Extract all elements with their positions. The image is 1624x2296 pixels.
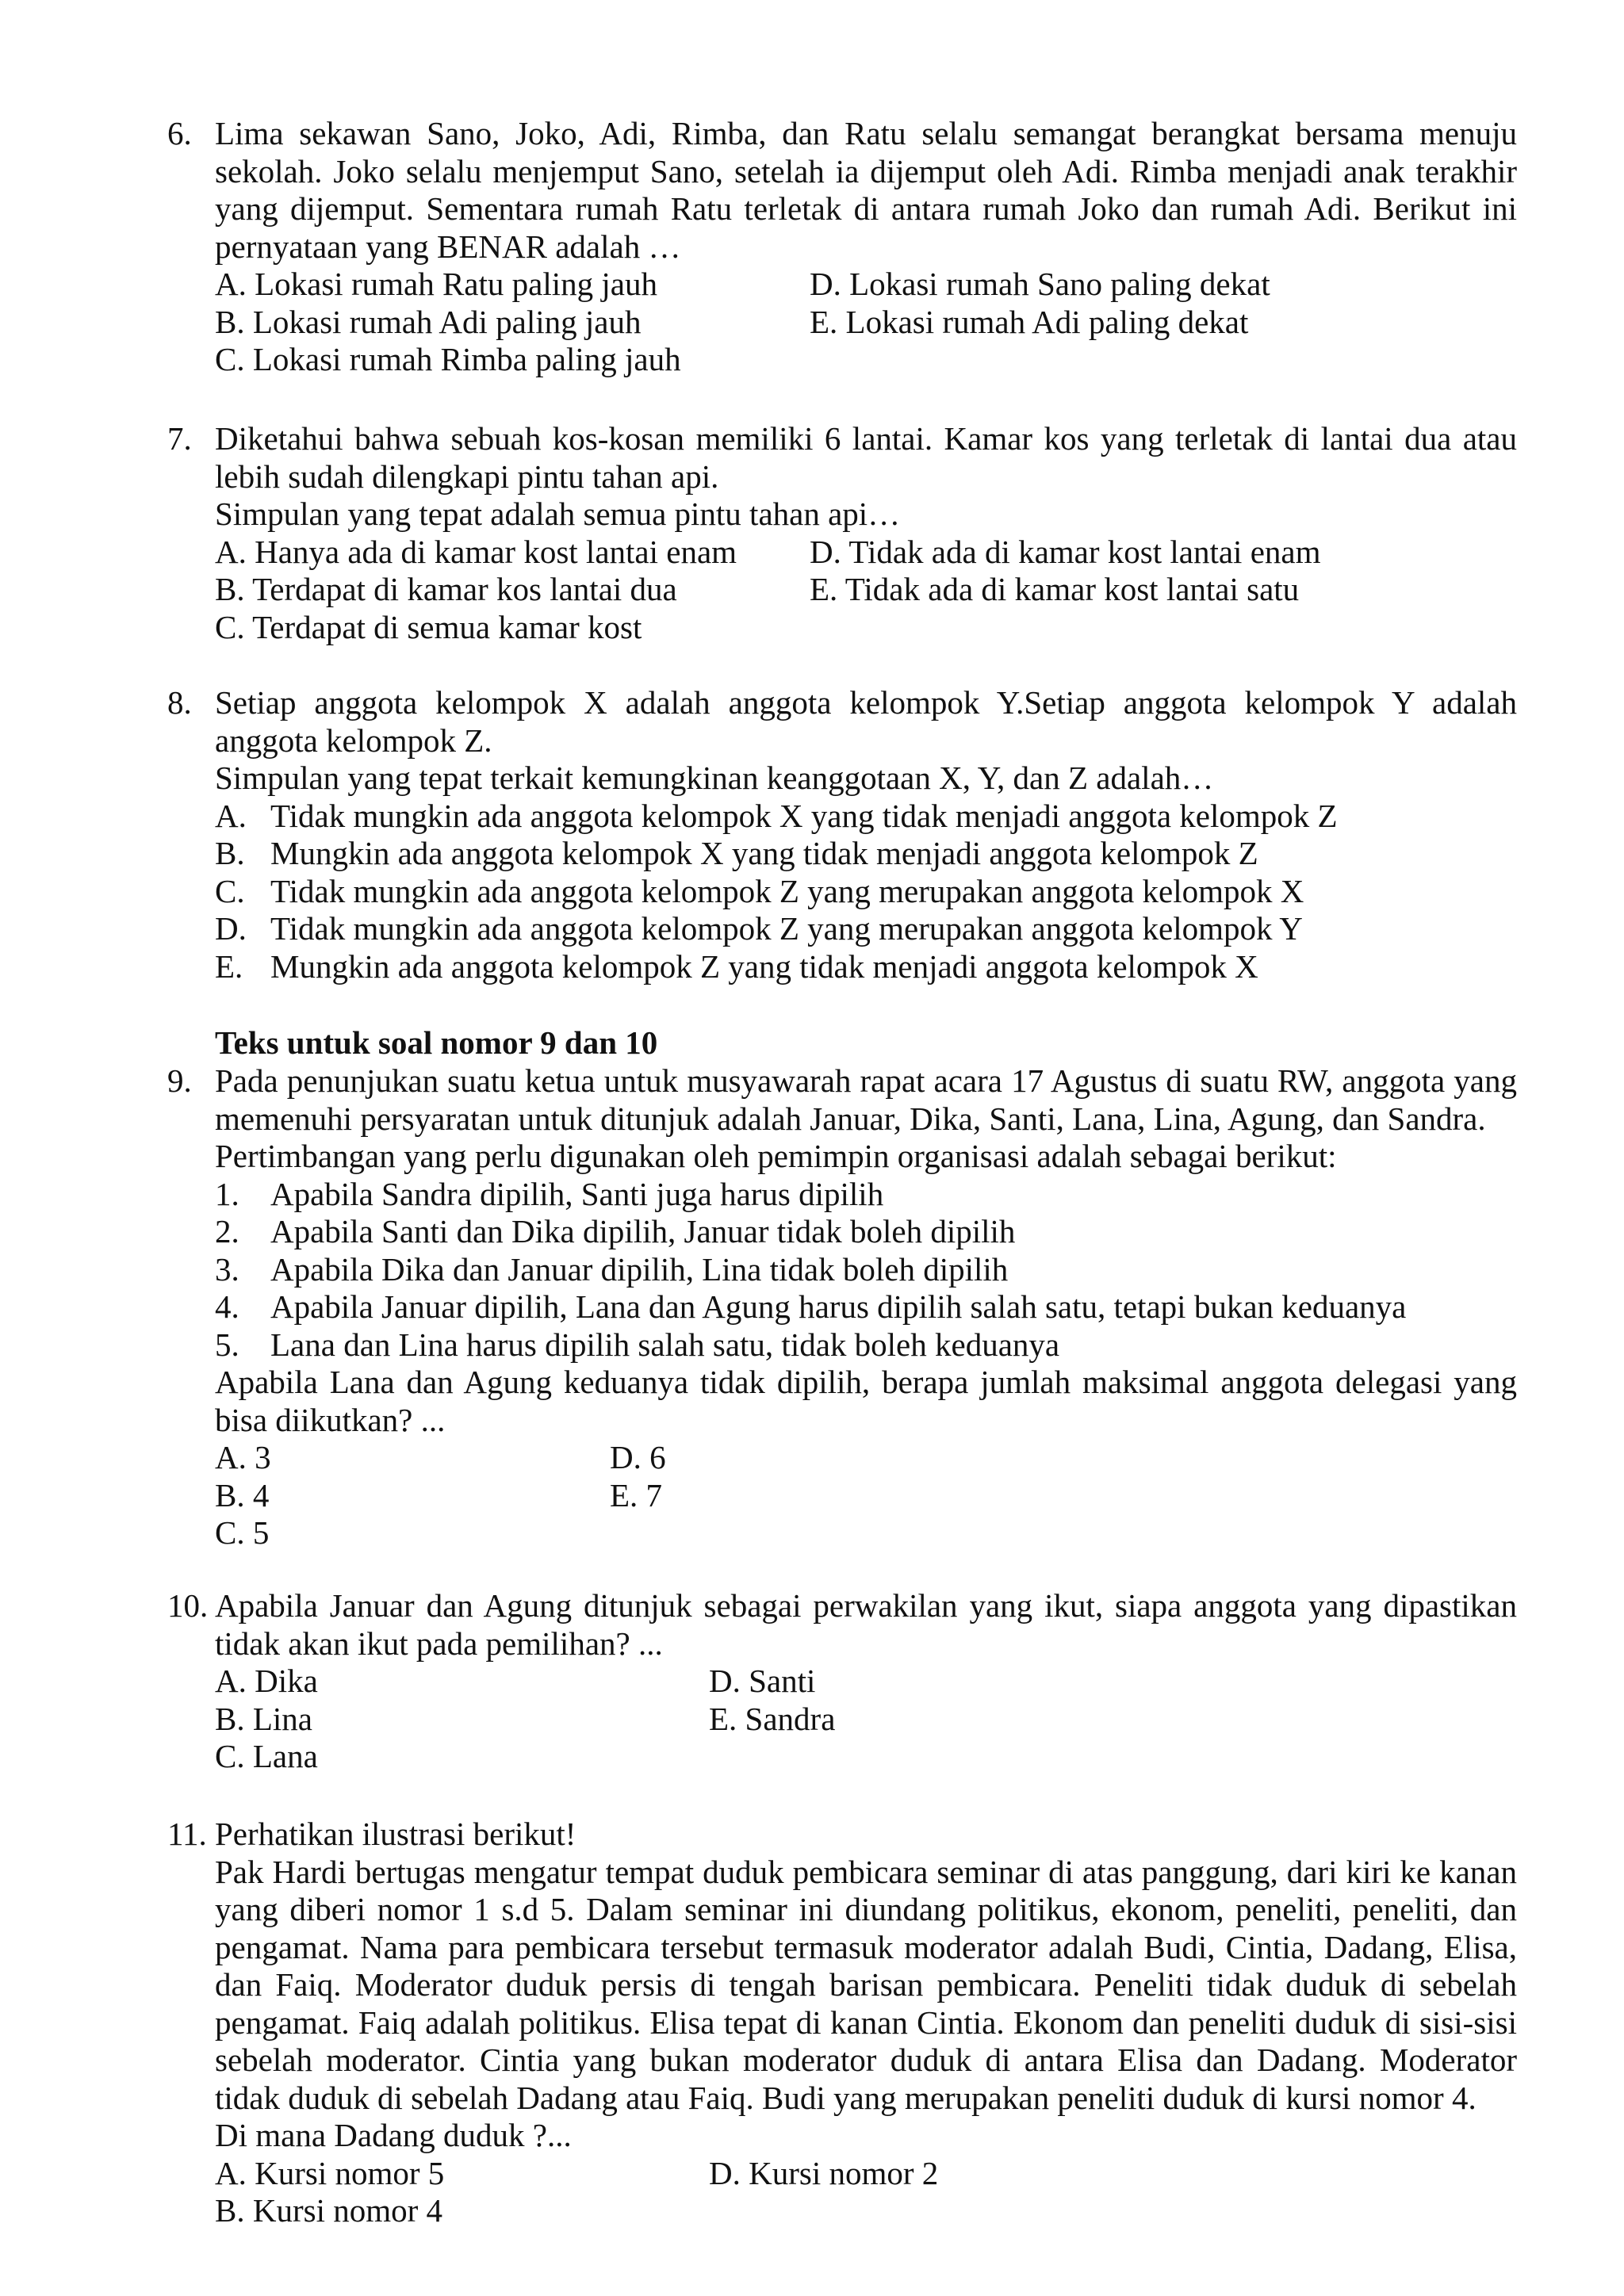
question-stem: Pak Hardi bertugas mengatur tempat duduk pembicara seminar di atas panggung, dari kiri ke kanan yang diberi nomor 1 s.d 5. Dalam seminar ini diundang politikus, ekonom, peneliti, peneliti, dan pengamat. Nama para pembicara tersebut termasuk moderator adalah Budi, Cintia, Dadang, Elisa, dan Faiq. Moderator duduk persis di tengah barisan pembicara. Peneliti tidak duduk di sebelah pengamat. Faiq adalah politikus. Elisa tepat di kanan Cintia. Ekonom dan peneliti duduk di sisi-sisi sebelah moderator. Cintia yang bukan moderator duduk di antara Elisa dan Dadang. Moderator tidak duduk di sebelah Dadang atau Faiq. Budi yang merupakan peneliti duduk di kursi nomor 4. bbox=[215, 1853, 1517, 2116]
option-b: B. 4 bbox=[215, 1476, 270, 1513]
option-row bbox=[215, 534, 1517, 572]
option-row bbox=[215, 1701, 1517, 1739]
rule-label: 3. bbox=[215, 1250, 239, 1288]
option-a: A. Hanya ada di kamar kost lantai enam bbox=[215, 533, 737, 570]
option-text: Tidak mungkin ada anggota kelompok Z yang merupakan anggota kelompok Y bbox=[270, 910, 1303, 947]
option-a: A. Kursi nomor 5 bbox=[215, 2154, 445, 2191]
question-stem: Diketahui bahwa sebuah kos-kosan memiliki 6 lantai. Kamar kos yang terletak di lantai dua atau lebih sudah dilengkapi pintu tahan api. bbox=[215, 420, 1517, 495]
option-c: C. Lana bbox=[215, 1738, 318, 1774]
option-a bbox=[215, 798, 1517, 836]
option-label: C. bbox=[215, 872, 245, 909]
option-a: A. Lokasi rumah Ratu paling jauh bbox=[215, 266, 657, 302]
rule-label: 5. bbox=[215, 1326, 239, 1363]
option-label: A. bbox=[215, 797, 247, 834]
rule-text: Apabila Sandra dipilih, Santi juga harus dipilih bbox=[270, 1175, 884, 1212]
question-number: 9. bbox=[167, 1062, 192, 1099]
option-row bbox=[215, 2155, 1517, 2193]
option-label: E. bbox=[215, 947, 243, 985]
option-c: C. 5 bbox=[215, 1514, 270, 1551]
option-d: D. Santi bbox=[709, 1663, 816, 1699]
rule-item bbox=[215, 1251, 1517, 1289]
question-number: 7. bbox=[167, 420, 192, 457]
rule-item bbox=[215, 1326, 1517, 1364]
question-stem: Setiap anggota kelompok X adalah anggota kelompok Y.Setiap anggota kelompok Y adalah anggota kelompok Z. bbox=[215, 684, 1517, 759]
option-text: Mungkin ada anggota kelompok X yang tidak menjadi anggota kelompok Z bbox=[270, 835, 1258, 871]
option-row bbox=[215, 341, 1517, 379]
option-b bbox=[215, 835, 1517, 873]
rule-label: 1. bbox=[215, 1175, 239, 1212]
option-d: D. 6 bbox=[610, 1439, 666, 1475]
question-prompt: Apabila Lana dan Agung keduanya tidak dipilih, berapa jumlah maksimal anggota delegasi yang bisa diikutkan? ... bbox=[215, 1364, 1517, 1438]
rule-text: Apabila Dika dan Januar dipilih, Lina tidak boleh dipilih bbox=[270, 1250, 1009, 1288]
option-e: E. Sandra bbox=[709, 1700, 836, 1737]
rule-text: Apabila Santi dan Dika dipilih, Januar tidak boleh dipilih bbox=[270, 1213, 1016, 1249]
option-b: B. Kursi nomor 4 bbox=[215, 2192, 442, 2229]
rule-text: Lana dan Lina harus dipilih salah satu, tidak boleh keduanya bbox=[270, 1326, 1060, 1363]
option-c: C. Lokasi rumah Rimba paling jauh bbox=[215, 341, 681, 377]
question-prompt: Di mana Dadang duduk ?... bbox=[215, 2117, 572, 2153]
question-number: 8. bbox=[167, 684, 192, 721]
option-row bbox=[215, 266, 1517, 304]
option-c: C. Terdapat di semua kamar kost bbox=[215, 608, 642, 645]
option-c bbox=[215, 873, 1517, 911]
rule-label: 2. bbox=[215, 1213, 239, 1249]
question-intro: Perhatikan ilustrasi berikut! bbox=[215, 1816, 576, 1852]
rule-text: Apabila Januar dipilih, Lana dan Agung harus dipilih salah satu, tetapi bukan keduanya bbox=[270, 1288, 1407, 1325]
option-a: A. 3 bbox=[215, 1439, 271, 1475]
option-row bbox=[215, 571, 1517, 609]
option-row bbox=[215, 609, 1517, 647]
option-row bbox=[215, 1514, 1517, 1552]
option-row bbox=[215, 304, 1517, 342]
option-row bbox=[215, 1477, 1517, 1515]
option-e: E. Lokasi rumah Adi paling dekat bbox=[810, 303, 1249, 340]
option-d: D. Tidak ada di kamar kost lantai enam bbox=[810, 533, 1321, 570]
option-row bbox=[215, 2192, 1517, 2230]
question-number: 10. bbox=[167, 1587, 209, 1624]
section-heading: Teks untuk soal nomor 9 dan 10 bbox=[215, 1024, 658, 1061]
option-b: B. Lina bbox=[215, 1700, 312, 1737]
question-stem: Lima sekawan Sano, Joko, Adi, Rimba, dan Ratu selalu semangat berangkat bersama menuju sekolah. Joko selalu menjemput Sano, setelah ia dijemput oleh Adi. Rimba menjadi anak terakhir yang dijemput. Sementara rumah Ratu terletak di antara rumah Joko dan rumah Adi. Berikut ini pernyataan yang BENAR adalah … bbox=[215, 115, 1517, 265]
option-text: Tidak mungkin ada anggota kelompok X yang tidak menjadi anggota kelompok Z bbox=[270, 797, 1338, 834]
option-label: B. bbox=[215, 835, 245, 871]
option-row bbox=[215, 1663, 1517, 1701]
option-label: D. bbox=[215, 910, 247, 947]
option-row bbox=[215, 1439, 1517, 1477]
rule-label: 4. bbox=[215, 1288, 239, 1325]
option-e: E. Tidak ada di kamar kost lantai satu bbox=[810, 571, 1300, 607]
option-text: Mungkin ada anggota kelompok Z yang tidak menjadi anggota kelompok X bbox=[270, 947, 1258, 985]
option-a: A. Dika bbox=[215, 1663, 318, 1699]
question-prompt: Pertimbangan yang perlu digunakan oleh pemimpin organisasi adalah sebagai berikut: bbox=[215, 1138, 1337, 1174]
question-prompt: Simpulan yang tepat terkait kemungkinan keanggotaan X, Y, dan Z adalah… bbox=[215, 760, 1214, 796]
option-d: D. Kursi nomor 2 bbox=[709, 2154, 939, 2191]
rule-item bbox=[215, 1288, 1517, 1326]
option-d bbox=[215, 910, 1517, 948]
question-stem: Apabila Januar dan Agung ditunjuk sebagai perwakilan yang ikut, siapa anggota yang dipastikan tidak akan ikut pada pemilihan? ... bbox=[215, 1587, 1517, 1662]
option-row bbox=[215, 1738, 1517, 1776]
option-b: B. Lokasi rumah Adi paling jauh bbox=[215, 303, 642, 340]
option-d: D. Lokasi rumah Sano paling dekat bbox=[810, 266, 1270, 302]
option-b: B. Terdapat di kamar kos lantai dua bbox=[215, 571, 677, 607]
question-number: 6. bbox=[167, 115, 192, 151]
question-stem: Pada penunjukan suatu ketua untuk musyawarah rapat acara 17 Agustus di suatu RW, anggota yang memenuhi persyaratan untuk ditunjuk adalah Januar, Dika, Santi, Lana, Lina, Agung, dan Sandra. bbox=[215, 1062, 1517, 1137]
option-text: Tidak mungkin ada anggota kelompok Z yang merupakan anggota kelompok X bbox=[270, 872, 1304, 909]
option-e bbox=[215, 948, 1517, 986]
question-number: 11. bbox=[167, 1816, 207, 1852]
rule-item bbox=[215, 1176, 1517, 1214]
option-e: E. 7 bbox=[610, 1476, 663, 1513]
rule-item bbox=[215, 1213, 1517, 1251]
question-prompt: Simpulan yang tepat adalah semua pintu tahan api… bbox=[215, 496, 901, 532]
